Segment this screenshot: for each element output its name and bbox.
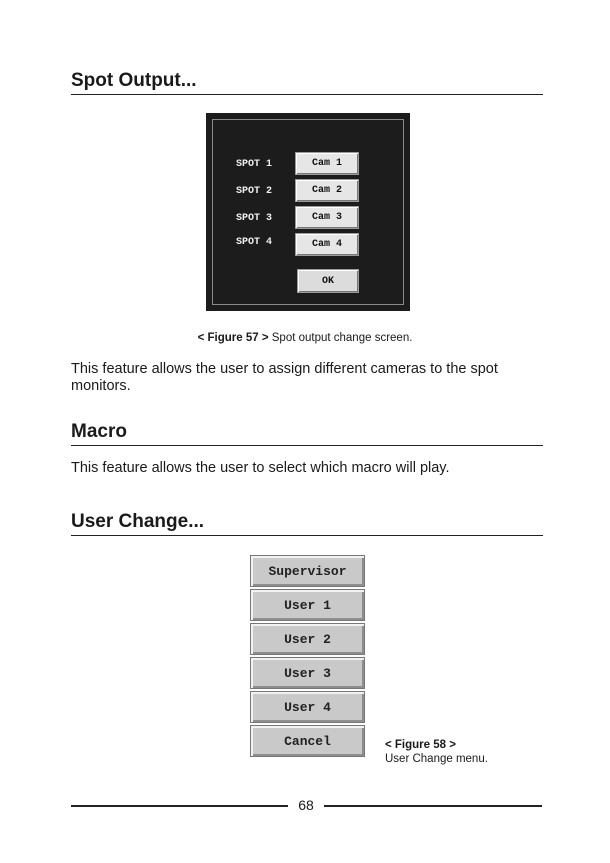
spot-2-label: SPOT 2 — [236, 186, 273, 197]
section-heading-user-change: User Change... — [71, 511, 543, 536]
spot-3-camera-button[interactable]: Cam 3 — [295, 206, 359, 229]
spot-1-label: SPOT 1 — [236, 159, 273, 170]
figure-58-caption — [385, 738, 535, 766]
figure-57-caption — [0, 331, 610, 345]
spot-1-camera-button[interactable]: Cam 1 — [295, 152, 359, 175]
spot-output-frame — [212, 119, 404, 305]
spot-output-screen — [206, 113, 410, 311]
figure-57-tag: < Figure 57 > — [197, 332, 269, 344]
ok-button[interactable]: OK — [297, 269, 359, 293]
section-heading-spot-output: Spot Output... — [71, 70, 543, 95]
figure-58-tag: < Figure 58 > — [385, 739, 456, 751]
spot-2-camera-button[interactable]: Cam 2 — [295, 179, 359, 202]
footer-rule-left — [71, 805, 288, 807]
menu-item-user-2[interactable]: User 2 — [250, 623, 365, 655]
spot-3-label: SPOT 3 — [236, 213, 273, 224]
menu-item-user-3[interactable]: User 3 — [250, 657, 365, 689]
menu-item-user-4[interactable]: User 4 — [250, 691, 365, 723]
spot-output-description: This feature allows the user to assign different cameras to the spot monitors. — [71, 361, 498, 394]
section-heading-macro: Macro — [71, 421, 543, 446]
spot-4-label: SPOT 4 — [236, 237, 273, 248]
macro-description: This feature allows the user to select which macro will play. — [71, 460, 450, 476]
user-change-menu — [250, 555, 365, 759]
page-number: 68 — [298, 797, 314, 813]
menu-item-user-1[interactable]: User 1 — [250, 589, 365, 621]
menu-item-supervisor[interactable]: Supervisor — [250, 555, 365, 587]
figure-58-text: User Change menu. — [385, 753, 488, 765]
figure-57-text: Spot output change screen. — [271, 332, 413, 344]
spot-4-camera-button[interactable]: Cam 4 — [295, 233, 359, 256]
menu-item-cancel[interactable]: Cancel — [250, 725, 365, 757]
footer-rule-right — [324, 805, 542, 807]
